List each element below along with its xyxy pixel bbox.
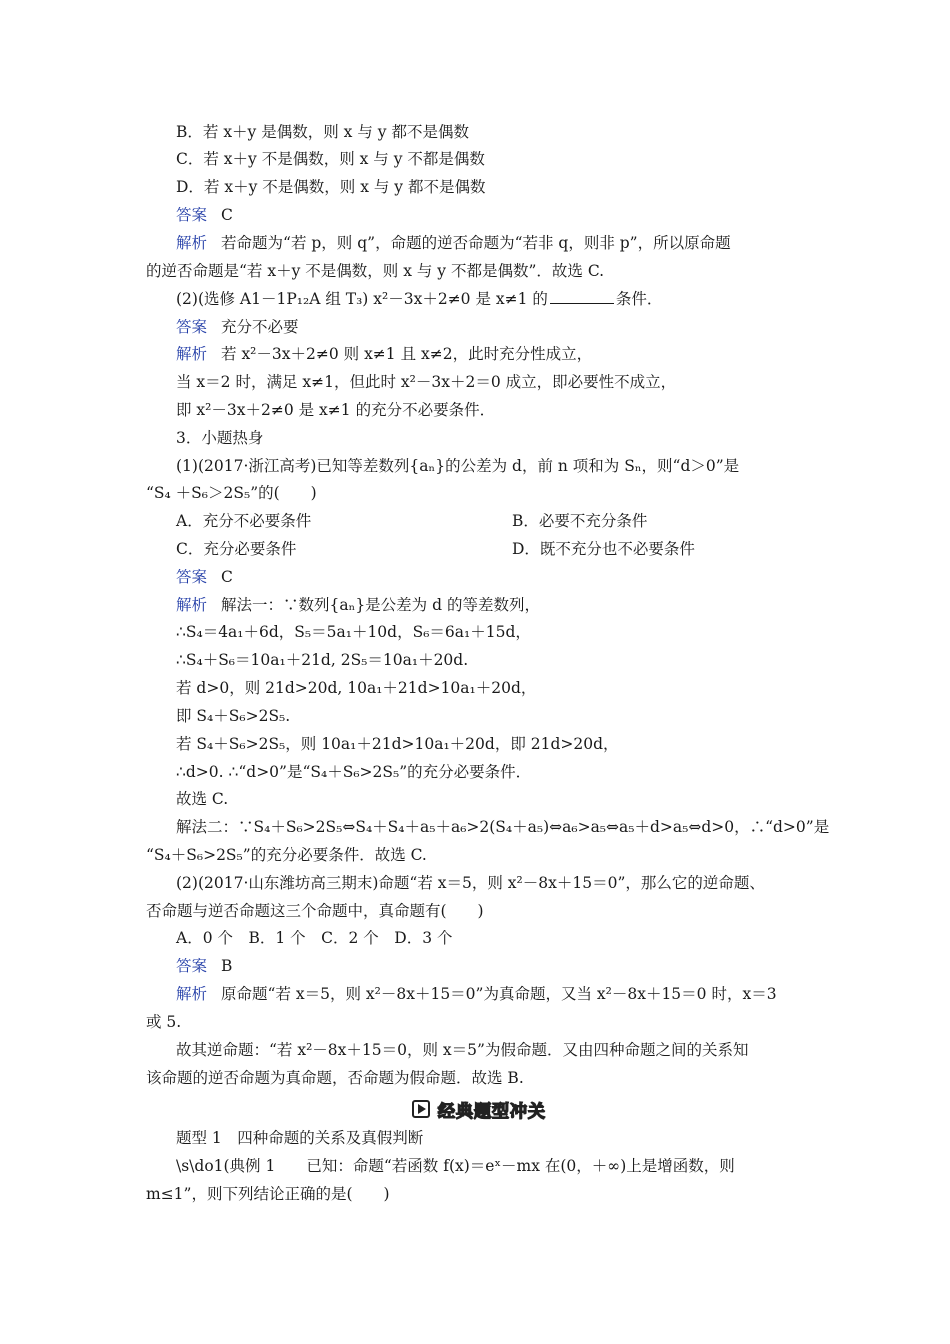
text-l16: C．充分必要条件: [176, 540, 297, 558]
text-l20: ∴S₄＋S₆＝10a₁＋21d, 2S₅＝10a₁＋20d.: [176, 651, 469, 669]
label-l05: 解析: [176, 234, 208, 252]
text-l06: 的逆否命题是“若 x＋y 不是偶数，则 x 与 y 不都是偶数”．故选 C.: [146, 262, 605, 280]
text-line-l22: [176, 705, 846, 727]
text-l32: 原命题“若 x＝5，则 x²－8x＋15＝0”为真命题，又当 x²－8x＋15＝0 时，x＝3: [221, 985, 777, 1003]
text-l13: (1)(2017·浙江高考)已知等差数列{aₙ}的公差为 d，前 n 项和为 Sₙ，则“d＞0”是: [176, 457, 740, 475]
text-l36: 题型 1 四种命题的关系及真假判断: [176, 1129, 424, 1147]
label-l31: 答案: [176, 957, 208, 975]
text-l35: 该命题的逆否命题为真命题，否命题为假命题．故选 B.: [146, 1069, 524, 1087]
text-line-l30: [176, 927, 846, 949]
text-line-l06: [146, 260, 816, 282]
text-line-l10: [176, 371, 846, 393]
text-l05: 若命题为“若 p，则 q”，命题的逆否命题为“若非 q，则非 p”，所以原命题: [221, 234, 731, 252]
text-l11: 即 x²－3x＋2≠0 是 x≠1 的充分不必要条件．: [176, 401, 496, 419]
label-l18: 解析: [176, 596, 208, 614]
text-line-l11: [176, 399, 846, 421]
text-l23: 若 S₄＋S₆>2S₅，则 10a₁＋21d>10a₁＋20d，即 21d>20d，: [176, 735, 619, 753]
text-col2-l15: B．必要不充分条件: [512, 512, 648, 530]
text-l38: m≤1”，则下列结论正确的是( ): [146, 1185, 390, 1203]
text-l21: 若 d>0，则 21d>20d, 10a₁＋21d>10a₁＋20d，: [176, 679, 537, 697]
text-l14: “S₄ ＋S₆＞2S₅”的( ): [146, 484, 317, 502]
label-l17: 答案: [176, 568, 208, 586]
label-l08: 答案: [176, 318, 208, 336]
text-l25: 故选 C.: [176, 790, 229, 808]
text-line-l12: [176, 427, 846, 449]
label-l04: 答案: [176, 206, 208, 224]
text-line-l31: [176, 955, 846, 977]
text-line-l29: [146, 900, 816, 922]
text-line-l34: [176, 1039, 846, 1061]
text-l22: 即 S₄＋S₆>2S₅.: [176, 707, 291, 725]
text-l09: 若 x²－3x＋2≠0 则 x≠1 且 x≠2，此时充分性成立，: [221, 345, 593, 363]
text-line-l07: [176, 288, 846, 310]
text-line-l19: [176, 621, 846, 643]
text-line-l26: [176, 816, 846, 838]
text-line-l25: [176, 788, 846, 810]
text-l26: 解法二：∵S₄＋S₆>2S₅⇔S₄＋S₄＋a₅＋a₆>2(S₄＋a₅)⇔a₆>a₅⇔a₅＋d>a₅⇔d>0，∴“d>0”是: [176, 818, 830, 836]
text-l02: C．若 x＋y 不是偶数，则 x 与 y 不都是偶数: [176, 150, 485, 168]
section-banner-title: 经典题型冲关: [438, 1101, 546, 1122]
text-line-l02: [176, 148, 846, 170]
text-after-l07: 条件．: [615, 290, 663, 308]
text-l31: B: [221, 957, 233, 975]
text-line-l23: [176, 733, 846, 755]
text-line-l27: [146, 844, 816, 866]
text-l07: (2)(选修 A1－1P₁₂A 组 T₃) x²－3x＋2≠0 是 x≠1 的: [176, 290, 548, 308]
text-line-l20: [176, 649, 846, 671]
text-l24: ∴d>0. ∴“d>0”是“S₄＋S₆>2S₅”的充分必要条件．: [176, 763, 532, 781]
text-line-l15: [176, 510, 846, 532]
text-line-l17: [176, 566, 846, 588]
text-l04: C: [221, 206, 233, 224]
text-l12: 3．小题热身: [176, 429, 264, 447]
text-line-l01: [176, 121, 846, 143]
text-line-l37: [176, 1155, 846, 1177]
text-line-l33: [146, 1011, 816, 1033]
text-l37: \s\do1(典例 1 已知：命题“若函数 f(x)＝eˣ－mx 在(0，＋∞)上是增函数，则: [176, 1157, 735, 1175]
text-l08: 充分不必要: [221, 318, 299, 336]
text-l03: D．若 x＋y 不是偶数，则 x 与 y 都不是偶数: [176, 178, 486, 196]
text-line-l03: [176, 176, 846, 198]
text-line-l05: [176, 232, 846, 254]
section-banner: [412, 1097, 546, 1121]
text-line-l13: [176, 455, 846, 477]
text-l30: A．0 个 B．1 个 C．2 个 D．3 个: [176, 929, 453, 947]
text-l19: ∴S₄＝4a₁＋6d，S₅＝5a₁＋10d，S₆＝6a₁＋15d，: [176, 623, 531, 641]
text-line-l18: [176, 594, 846, 616]
text-l18: 解法一：∵数列{aₙ}是公差为 d 的等差数列，: [221, 596, 540, 614]
text-l29: 否命题与逆否命题这三个命题中，真命题有( ): [146, 902, 484, 920]
text-line-l28: [176, 872, 846, 894]
answer-blank: [550, 289, 614, 304]
play-icon: [412, 1100, 430, 1118]
text-line-l09: [176, 343, 846, 365]
text-line-l16: [176, 538, 846, 560]
text-l28: (2)(2017·山东潍坊高三期末)命题“若 x＝5，则 x²－8x＋15＝0”，那么它的逆命题、: [176, 874, 765, 892]
text-l34: 故其逆命题：“若 x²－8x＋15＝0，则 x＝5”为假命题．又由四种命题之间的关系知: [176, 1041, 749, 1059]
text-line-l04: [176, 204, 846, 226]
text-col2-l16: D．既不充分也不必要条件: [512, 540, 695, 558]
text-line-l35: [146, 1067, 816, 1089]
text-line-l32: [176, 983, 846, 1005]
text-l17: C: [221, 568, 233, 586]
text-l27: “S₄＋S₆>2S₅”的充分必要条件．故选 C.: [146, 846, 427, 864]
text-line-l36: [176, 1127, 846, 1149]
text-l01: B．若 x＋y 是偶数，则 x 与 y 都不是偶数: [176, 123, 469, 141]
text-line-l21: [176, 677, 846, 699]
text-line-l38: [146, 1183, 816, 1205]
text-line-l24: [176, 761, 846, 783]
text-line-l14: [146, 482, 816, 504]
text-l33: 或 5.: [146, 1013, 182, 1031]
label-l32: 解析: [176, 985, 208, 1003]
text-l15: A．充分不必要条件: [176, 512, 312, 530]
text-line-l08: [176, 316, 846, 338]
label-l09: 解析: [176, 345, 208, 363]
text-l10: 当 x＝2 时，满足 x≠1，但此时 x²－3x＋2＝0 成立，即必要性不成立，: [176, 373, 677, 391]
